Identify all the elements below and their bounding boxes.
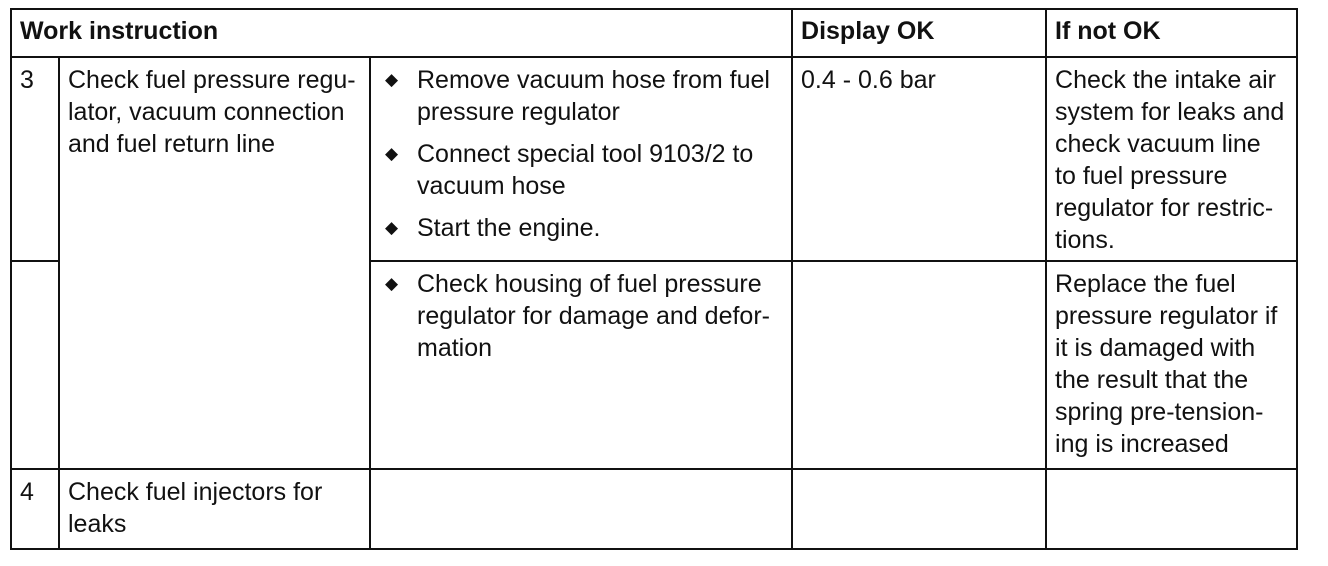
step-text: Remove vacuum hose from fuel pressure regulator	[417, 66, 770, 126]
table-header-row	[11, 9, 1297, 57]
step-number: 4	[11, 469, 59, 549]
steps-cell	[370, 57, 792, 261]
if-not-ok-action	[1046, 469, 1297, 549]
header-display-ok: Display OK	[792, 9, 1046, 57]
diamond-bullet-icon: ◆	[385, 70, 399, 89]
steps-list	[379, 268, 783, 364]
display-ok-value	[792, 261, 1046, 469]
steps-cell	[370, 469, 792, 549]
display-ok-value	[792, 469, 1046, 549]
task-description: Check fuel injectors for leaks	[59, 469, 370, 549]
step-text: Connect special tool 9103/2 to vacuum hose	[417, 140, 754, 200]
step-number	[11, 261, 59, 469]
list-item	[379, 268, 783, 364]
steps-list	[379, 64, 783, 244]
table-row	[11, 469, 1297, 549]
steps-cell	[370, 261, 792, 469]
if-not-ok-action: Replace the fuel pressure regulator if it is damaged with the result that the spring pre-tension-ing is increased	[1046, 261, 1297, 469]
list-item	[379, 64, 783, 128]
diamond-bullet-icon: ◆	[385, 144, 399, 163]
diamond-bullet-icon: ◆	[385, 274, 399, 293]
header-if-not-ok: If not OK	[1046, 9, 1297, 57]
work-instruction-table	[10, 8, 1298, 550]
header-work-instruction: Work instruction	[11, 9, 792, 57]
list-item	[379, 138, 783, 202]
step-text: Check housing of fuel pressure regulator for damage and defor-mation	[417, 270, 770, 362]
task-description: Check fuel pressure regu-lator, vacuum connection and fuel return line	[59, 57, 370, 469]
display-ok-value: 0.4 - 0.6 bar	[792, 57, 1046, 261]
if-not-ok-action: Check the intake air system for leaks and check vacuum line to fuel pressure regulator for restric-tions.	[1046, 57, 1297, 261]
step-number: 3	[11, 57, 59, 261]
step-text: Start the engine.	[417, 214, 601, 242]
list-item	[379, 212, 783, 244]
table-row	[11, 57, 1297, 261]
diamond-bullet-icon: ◆	[385, 218, 399, 237]
